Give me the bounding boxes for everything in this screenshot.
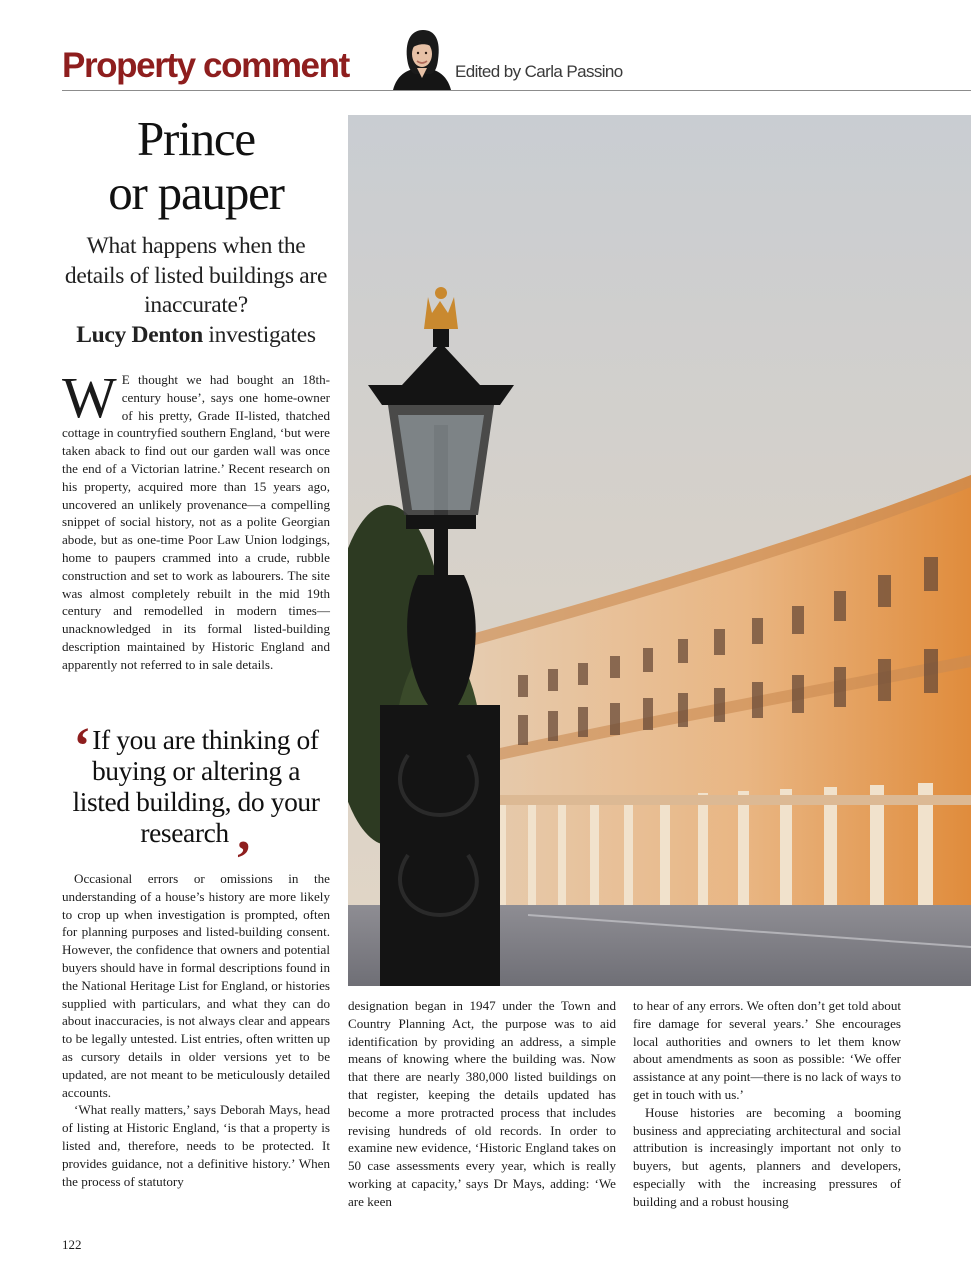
headline-line-1: Prince	[137, 111, 255, 166]
editor-portrait	[391, 28, 453, 90]
article-intro	[62, 365, 330, 674]
article-photo	[348, 115, 971, 986]
headline-line-2: or pauper	[108, 165, 284, 220]
body-paragraph: ‘What really matters,’ says Deborah Mays, head of listing at Historic England, ‘is that a property is listed and, therefore, needs to be protected. It provides guidance, not a definitive history.’ When the process of statutory	[62, 1102, 330, 1189]
close-quote-mark: ’	[234, 831, 252, 888]
page-number: 122	[62, 1237, 82, 1252]
editor-portrait-image	[391, 28, 453, 90]
open-quote-mark: ‘	[73, 718, 91, 775]
section-title: Property comment	[62, 46, 349, 85]
drop-cap: W	[62, 365, 117, 430]
page-header	[62, 28, 971, 91]
body-paragraph: House histories are becoming a booming business and appreciating architectural and social attribution is increasingly important not only to buyers, but agents, planners and developers, especially with the increasing pressures of building and a robust housing	[633, 1104, 901, 1209]
byline-suffix: investigates	[202, 321, 316, 348]
pull-quote	[62, 718, 330, 888]
standfirst	[62, 232, 330, 350]
article-column-2	[348, 997, 616, 1211]
byline-name: Lucy Denton	[76, 321, 203, 348]
crescent-lamp-photo	[348, 115, 971, 986]
article-column-3	[633, 997, 901, 1211]
intro-paragraph	[62, 365, 330, 674]
standfirst-text: What happens when the details of listed buildings are inaccurate?	[64, 233, 328, 318]
body-paragraph: Occasional errors or omissions in the understanding of a house’s history are more likely to crop up when investigation is prompted, often for planning purposes and listed-building consent. However, the confidence that owners and potential buyers should have in formal descriptions found in the National Heritage List for England, or histories supplied with particulars, and what they can do about inaccuracies, is not always clear and appears to be legally untested. List entries, often written up as cursory details in older versions yet to be updated, are not meant to be meticulously detailed accounts.	[62, 871, 330, 1100]
body-paragraph: to hear of any errors. We often don’t get told about fire damage for several years.’ She encourages local authorities and owners to let them know about amendments as soon as possible: ‘We offer assistance at any point—there is no lack of ways to get in touch with us.’	[633, 998, 901, 1102]
pull-quote-text: If you are thinking of buying or altering a listed building, do your research	[72, 724, 320, 848]
intro-text: E thought we had bought an 18th-century house’, says one home-owner of his pretty, Grade II-listed, thatched cottage in countryfied southern England, ‘but were taken aback to find out our garden wall was once the end of a Victorian latrine.’ Recent research on his property, acquired more than 15 years ago, uncovered an unlikely provenance—a compelling snippet of social history, not as a polite Georgian abode, but as one-time Poor Law Union lodgings, home to paupers crammed into a crude, rubble construction and set to work as labourers. The site was almost completely rebuilt in the mid 19th century and remodelled in modern times—unacknowledged in its formal listed-building description maintained by Historic England and apparently not referred to in sale details.	[62, 372, 330, 672]
article-column-1	[62, 870, 330, 1190]
article-headline	[62, 112, 330, 220]
editor-credit: Edited by Carla Passino	[455, 62, 623, 81]
body-paragraph: designation began in 1947 under the Town and Country Planning Act, the purpose was to aid identification by providing an address, a simple means of knowing where the building was. Now that there are nearly 380,000 listed buildings on that register, keeping the details updated has become a more protracted process that includes revising hundreds of old records. In order to examine new evidence, ‘Historic England takes on 50 case assessments every year, which is really working at capacity,’ says Dr Mays, adding: ‘We are keen	[348, 998, 616, 1209]
